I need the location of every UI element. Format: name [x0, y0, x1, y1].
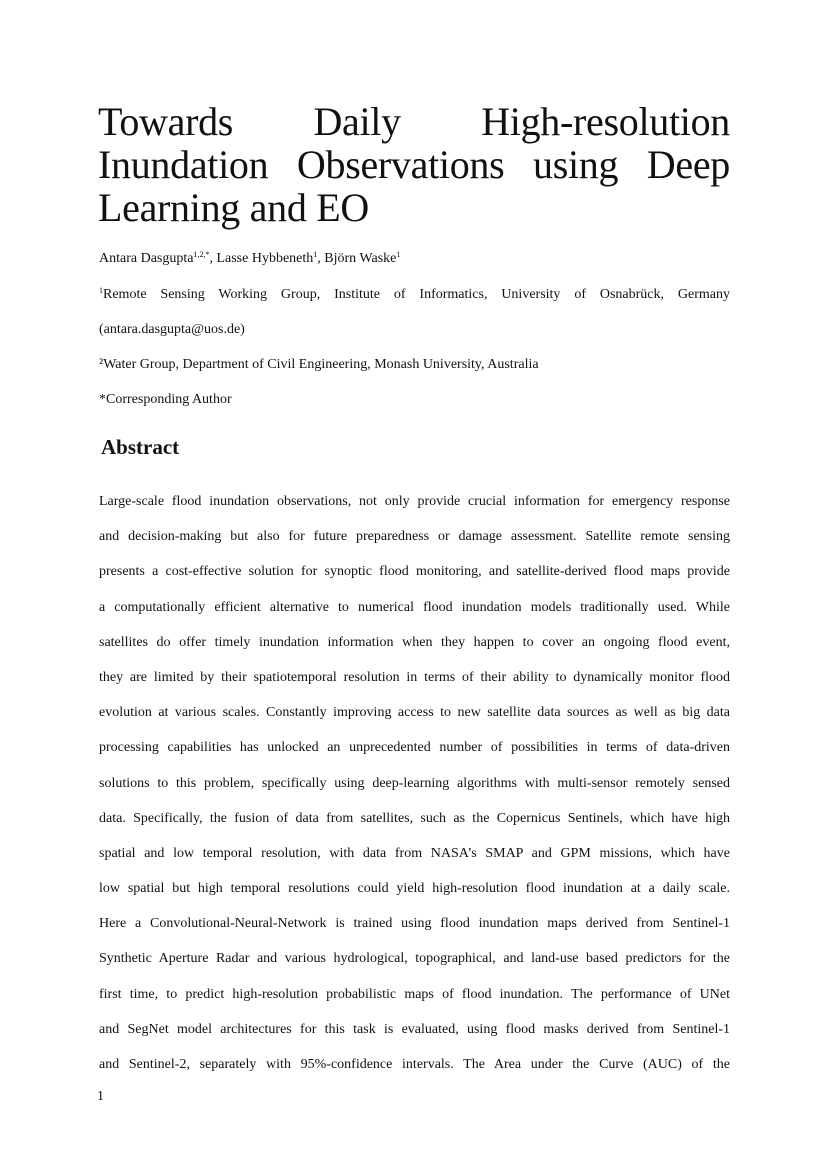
- author-name: Björn Waske: [324, 251, 397, 266]
- abstract-body: [99, 484, 730, 1082]
- author-list: [99, 250, 400, 268]
- author-name: Antara Dasgupta: [99, 251, 194, 266]
- affiliation-mark: 1: [99, 286, 103, 295]
- abstract-heading: Abstract: [101, 435, 180, 459]
- abstract-line: Here a Convolutional-Neural-Network is trained using flood inundation maps derived from Sentinel-1: [99, 916, 730, 932]
- abstract-line: Synthetic Aperture Radar and various hydrological, topographical, and land-use based predictors for the: [99, 951, 730, 967]
- corresponding-author-note: *Corresponding Author: [99, 392, 232, 407]
- abstract-line: solutions to this problem, specifically using deep-learning algorithms with multi-sensor remotely sensed: [99, 775, 730, 791]
- author-affiliation-marks: 1: [313, 250, 318, 259]
- page-number: 1: [97, 1089, 104, 1104]
- abstract-line: first time, to predict high-resolution probabilistic maps of flood inundation. The performance of UNet: [99, 986, 730, 1002]
- abstract-line: data. Specifically, the fusion of data from satellites, such as the Copernicus Sentinels, which have high: [99, 810, 730, 826]
- author-affiliation-marks: 1: [396, 250, 401, 259]
- affiliation-2: ²Water Group, Department of Civil Engineering, Monash University, Australia: [99, 357, 539, 372]
- affiliation-text: Remote Sensing Working Group, Institute of Informatics, University of Osnabrück, Germany: [103, 287, 730, 302]
- abstract-line: spatial and low temporal resolution, with data from NASA’s SMAP and GPM missions, which have: [99, 845, 730, 861]
- abstract-line: and Sentinel-2, separately with 95%-confidence intervals. The Area under the Curve (AUC) of the: [99, 1057, 730, 1072]
- abstract-line: satellites do offer timely inundation information when they happen to cover an ongoing flood event,: [99, 634, 730, 650]
- abstract-line: presents a cost-effective solution for synoptic flood monitoring, and satellite-derived flood maps provide: [99, 564, 730, 580]
- abstract-line: evolution at various scales. Constantly improving access to new satellite data sources as well as big data: [99, 705, 730, 721]
- abstract-line: processing capabilities has unlocked an unprecedented number of possibilities in terms of data-driven: [99, 740, 730, 756]
- abstract-line: they are limited by their spatiotemporal resolution in terms of their ability to dynamically monitor flood: [99, 669, 730, 685]
- affiliation-1: [99, 277, 730, 312]
- abstract-line: and decision-making but also for future preparedness or damage assessment. Satellite remote sensing: [99, 529, 730, 545]
- abstract-line: Large-scale flood inundation observations, not only provide crucial information for emergency response: [99, 494, 730, 509]
- author-separator: ,: [209, 251, 217, 266]
- author-affiliation-marks: 1,2,*: [193, 250, 210, 259]
- paper-title: Towards Daily High-resolution Inundation Observations using Deep Learning and EO: [98, 99, 730, 230]
- abstract-line: and SegNet model architectures for this task is evaluated, using flood masks derived from Sentinel-1: [99, 1021, 730, 1037]
- abstract-line: low spatial but high temporal resolutions could yield high-resolution flood inundation at a daily scale.: [99, 881, 730, 897]
- abstract-line: a computationally efficient alternative to numerical flood inundation models traditionally used. While: [99, 599, 730, 615]
- author-name: Lasse Hybbeneth: [216, 251, 314, 266]
- contact-email: (antara.dasgupta@uos.de): [99, 322, 245, 337]
- author-separator: ,: [317, 251, 325, 266]
